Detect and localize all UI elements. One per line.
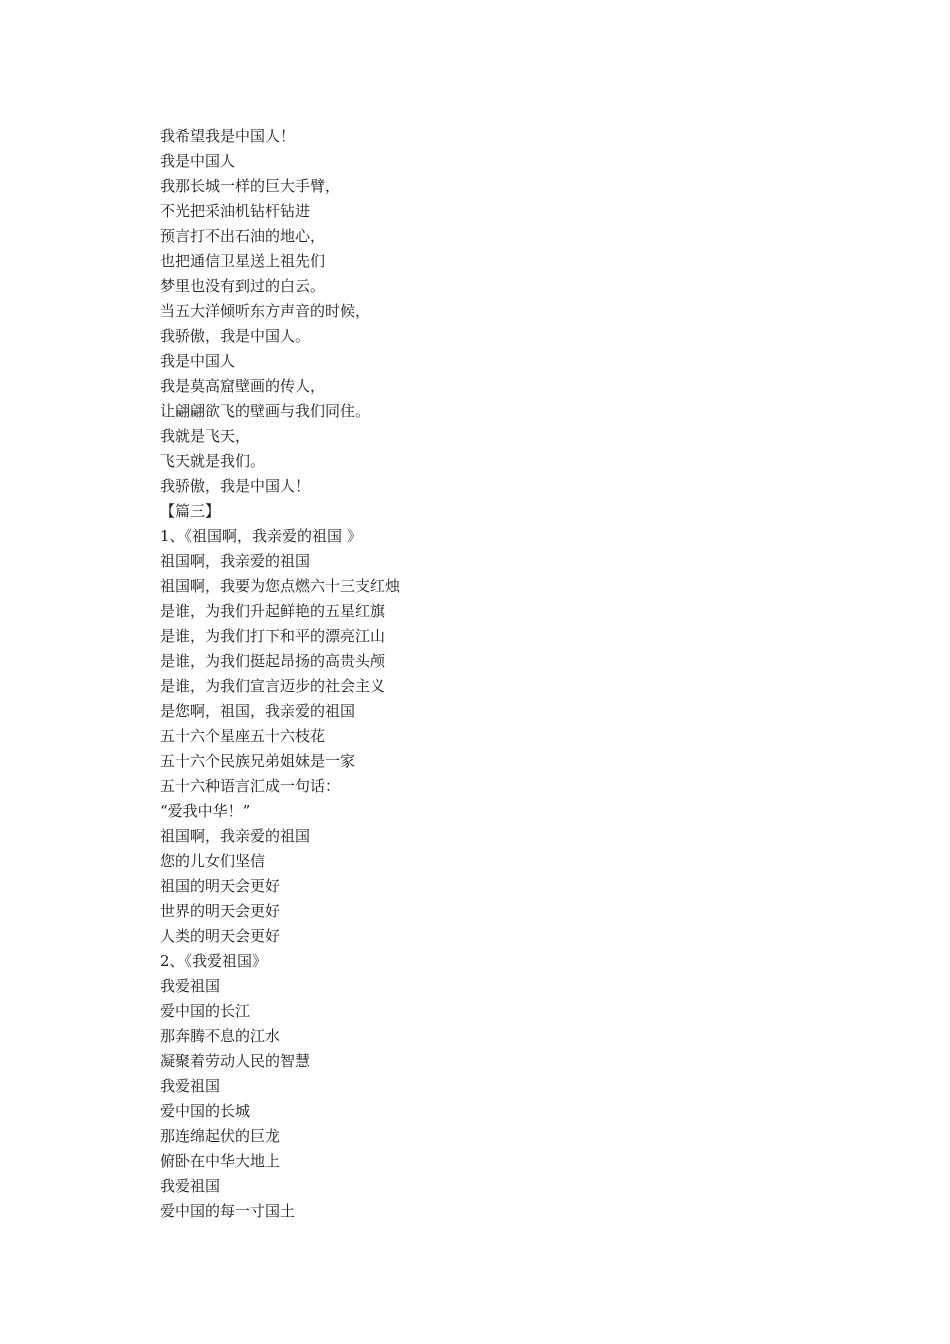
text-line: 让翩翩欲飞的壁画与我们同住。 [160, 402, 371, 420]
text-line: 是谁，为我们升起鲜艳的五星红旗 [160, 602, 386, 620]
text-line: 我是中国人 [160, 352, 236, 370]
text-line: 人类的明天会更好 [160, 927, 281, 945]
text-line: 是谁，为我们挺起昂扬的高贵头颅 [160, 652, 386, 670]
text-line: 飞天就是我们。 [160, 452, 266, 470]
poem-text-block [160, 124, 860, 1224]
text-line: 我希望我是中国人！ [160, 127, 296, 145]
text-line: 我爱祖国 [160, 1077, 221, 1095]
text-line: 也把通信卫星送上祖先们 [160, 252, 326, 270]
text-line: 梦里也没有到过的白云。 [160, 277, 326, 295]
text-line: “爱我中华！” [160, 802, 251, 820]
text-line: 那连绵起伏的巨龙 [160, 1127, 281, 1145]
text-line: 我那长城一样的巨大手臂， [160, 177, 341, 195]
text-line: 当五大洋倾听东方声音的时候， [160, 302, 371, 320]
text-line: 我爱祖国 [160, 1177, 221, 1195]
poem-title: 2、《我爱祖国》 [160, 952, 268, 970]
text-line: 祖国啊，我要为您点燃六十三支红烛 [160, 577, 401, 595]
text-line: 凝聚着劳动人民的智慧 [160, 1052, 311, 1070]
text-line: 爱中国的长江 [160, 1002, 251, 1020]
text-line: 那奔腾不息的江水 [160, 1027, 281, 1045]
text-line: 爱中国的长城 [160, 1102, 251, 1120]
text-line: 祖国啊，我亲爱的祖国 [160, 827, 311, 845]
text-line: 祖国的明天会更好 [160, 877, 281, 895]
text-line: 您的儿女们坚信 [160, 852, 266, 870]
text-line: 我就是飞天， [160, 427, 251, 445]
text-line: 预言打不出石油的地心， [160, 227, 326, 245]
text-line: 五十六种语言汇成一句话： [160, 777, 341, 795]
text-line: 世界的明天会更好 [160, 902, 281, 920]
poem-title: 1、《祖国啊，我亲爱的祖国 》 [160, 527, 362, 545]
text-line: 我骄傲，我是中国人。 [160, 327, 311, 345]
text-line: 是谁，为我们打下和平的漂亮江山 [160, 627, 386, 645]
text-line: 我骄傲，我是中国人！ [160, 477, 311, 495]
text-line: 五十六个星座五十六枝花 [160, 727, 326, 745]
section-heading: 【篇三】 [160, 502, 221, 520]
text-line: 我是中国人 [160, 152, 236, 170]
text-line: 俯卧在中华大地上 [160, 1152, 281, 1170]
text-line: 不光把采油机钻杆钻进 [160, 202, 311, 220]
text-line: 爱中国的每一寸国土 [160, 1202, 296, 1220]
text-line: 是谁，为我们宣言迈步的社会主义 [160, 677, 386, 695]
text-line: 我是莫高窟壁画的传人， [160, 377, 326, 395]
text-line: 我爱祖国 [160, 977, 221, 995]
text-line: 五十六个民族兄弟姐妹是一家 [160, 752, 356, 770]
text-line: 祖国啊，我亲爱的祖国 [160, 552, 311, 570]
text-line: 是您啊，祖国，我亲爱的祖国 [160, 702, 356, 720]
